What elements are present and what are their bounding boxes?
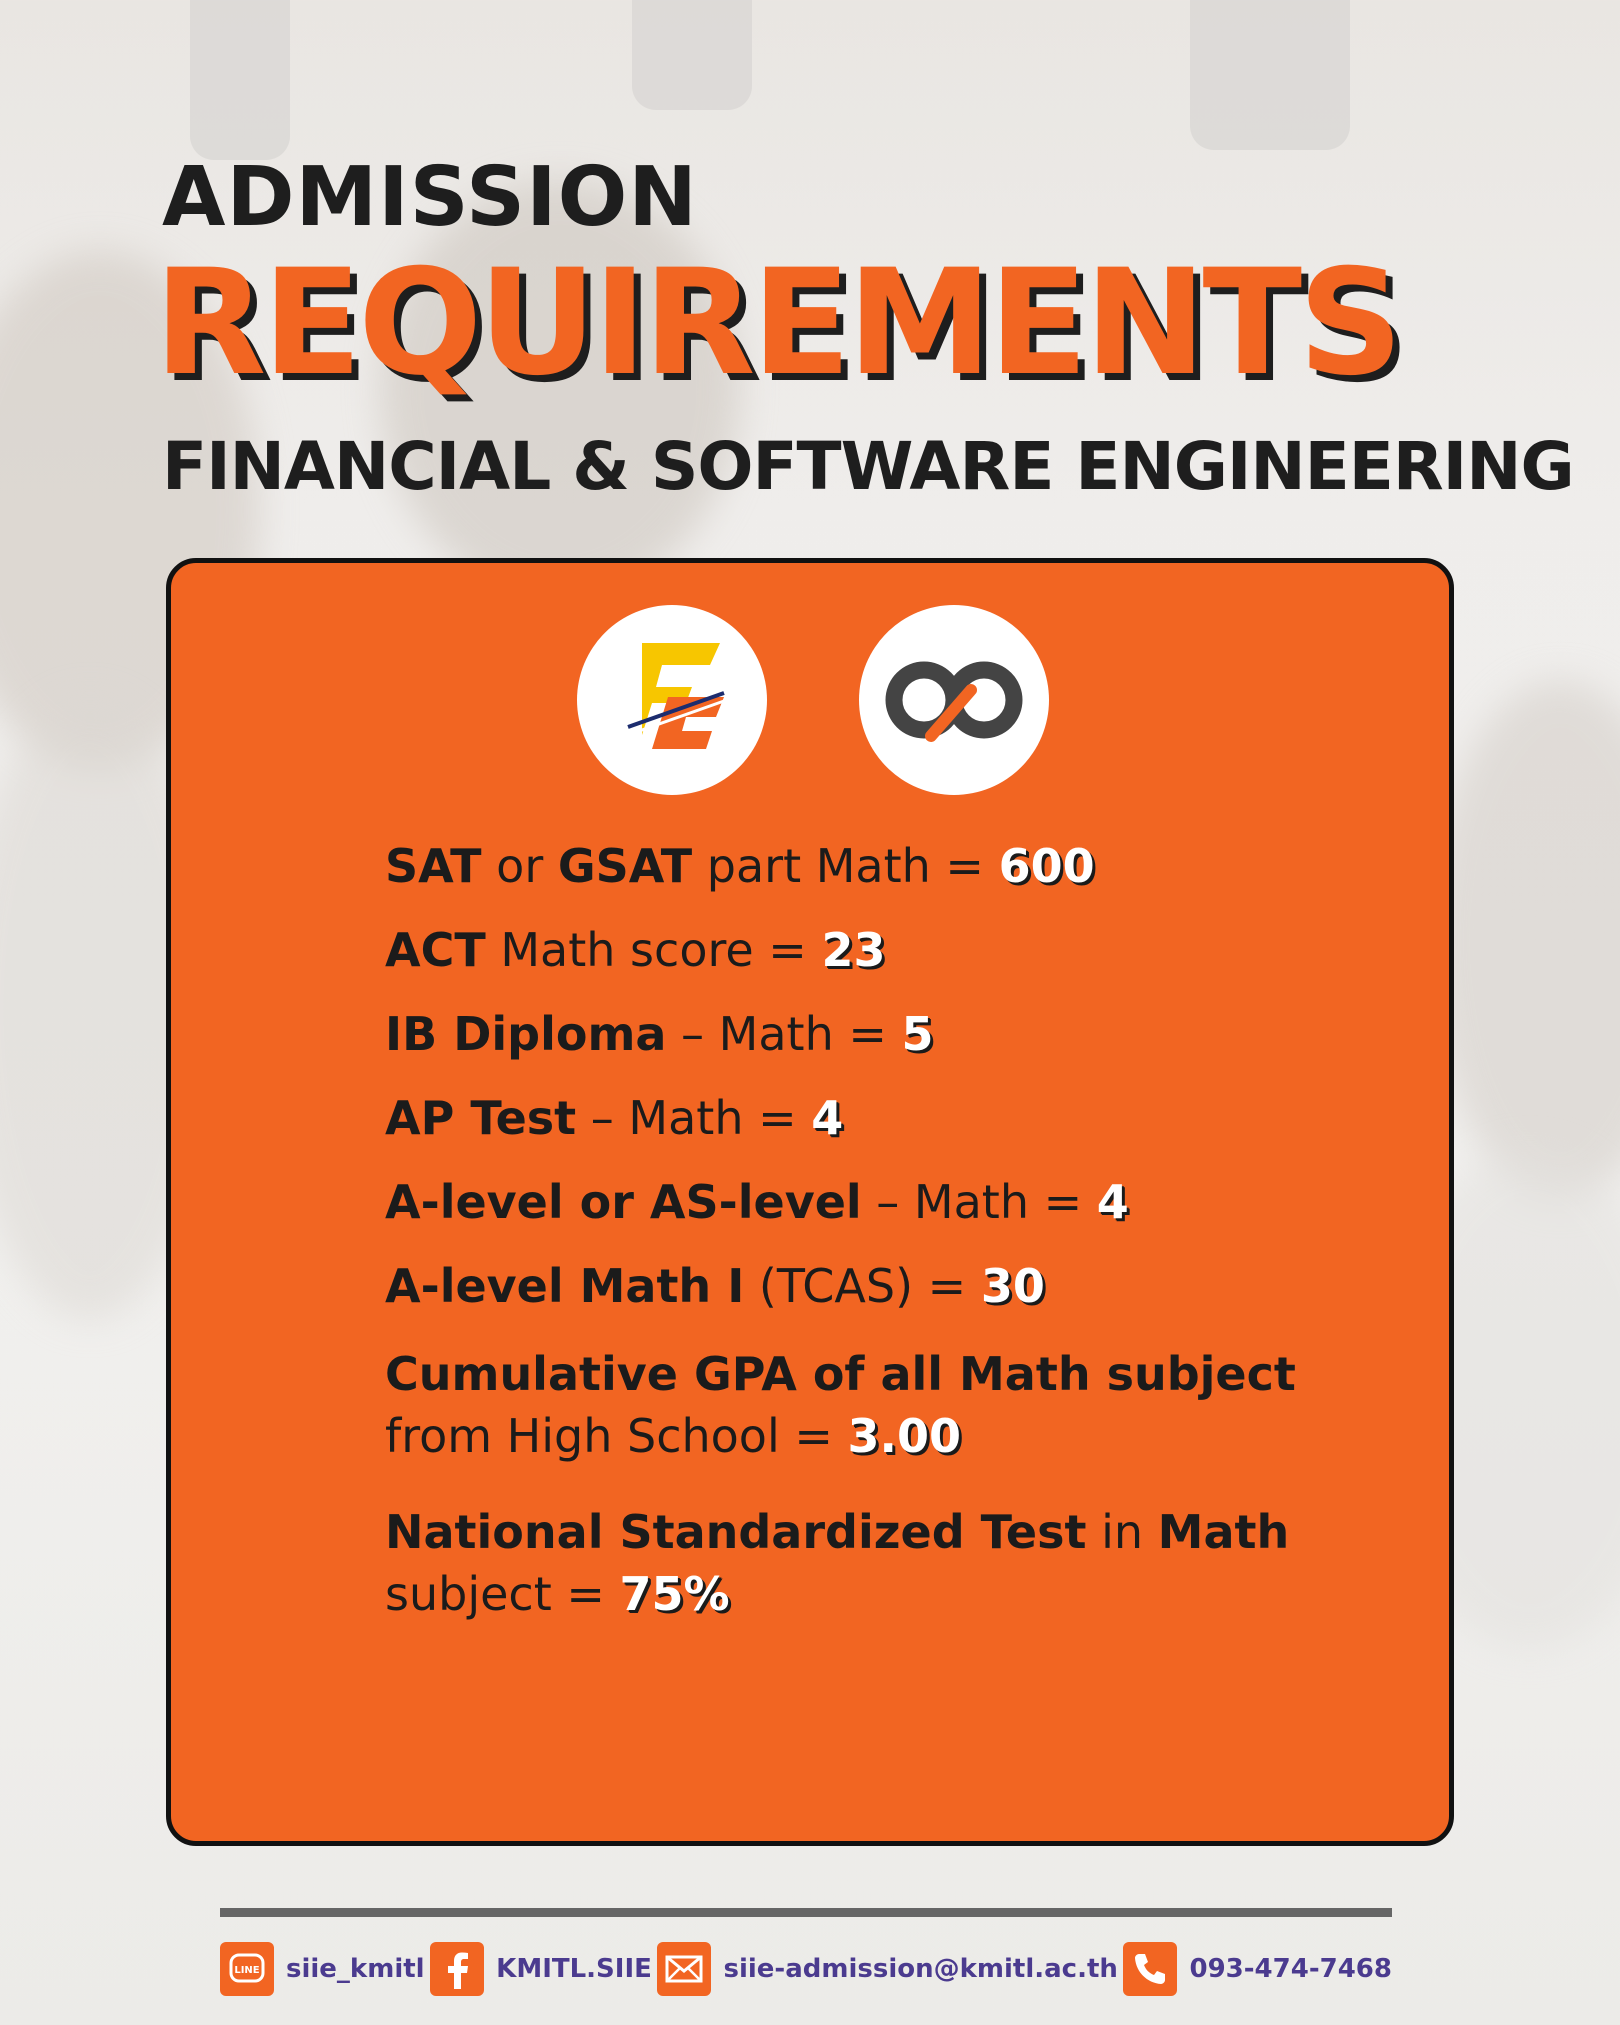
- req-label: IB Diploma: [385, 1007, 667, 1061]
- phone-number[interactable]: 093-474-7468: [1189, 1954, 1392, 1984]
- contact-footer: [220, 1942, 1392, 1996]
- title-admission: ADMISSION: [162, 150, 698, 245]
- footer-divider: [220, 1908, 1392, 1917]
- req-value: 30: [980, 1259, 1045, 1313]
- line-id[interactable]: siie_kmitl: [286, 1954, 425, 1984]
- req-text: or: [481, 839, 558, 893]
- mail-icon: [657, 1942, 711, 1996]
- req-label: AP Test: [385, 1091, 577, 1145]
- req-text: in: [1086, 1505, 1158, 1560]
- req-value: 75%: [619, 1567, 730, 1622]
- requirements-card: [166, 558, 1454, 1846]
- background-lamp: [190, 0, 290, 160]
- req-text: part Math =: [692, 839, 999, 893]
- req-alevel: [385, 1175, 1395, 1229]
- subtitle-program: FINANCIAL & SOFTWARE ENGINEERING: [162, 428, 1574, 505]
- req-value: 600: [998, 839, 1095, 893]
- req-label: A-level or AS-level: [385, 1175, 862, 1229]
- req-value: 4: [1096, 1175, 1129, 1229]
- req-national-test: [385, 1501, 1395, 1625]
- title-requirements: REQUIREMENTS: [154, 238, 1400, 408]
- facebook-icon: [430, 1942, 484, 1996]
- req-text: Math score =: [485, 923, 822, 977]
- req-value: 3.00: [847, 1409, 962, 1464]
- req-value: 4: [811, 1091, 844, 1145]
- contact-phone[interactable]: [1123, 1942, 1392, 1996]
- req-ib: [385, 1007, 1395, 1061]
- req-sat: [385, 839, 1395, 893]
- background-lamp: [632, 0, 752, 110]
- background-blur: [1430, 680, 1620, 1200]
- email-address[interactable]: siie-admission@kmitl.ac.th: [723, 1954, 1118, 1984]
- req-value: 23: [821, 923, 886, 977]
- req-label: A-level Math I: [385, 1259, 745, 1313]
- req-ap: [385, 1091, 1395, 1145]
- fe-logo-icon: [612, 635, 732, 765]
- req-act: [385, 923, 1395, 977]
- phone-icon: [1123, 1942, 1177, 1996]
- background-lamp: [1190, 0, 1350, 150]
- infinity-logo: [859, 605, 1049, 795]
- contact-facebook[interactable]: [430, 1942, 652, 1996]
- contact-line[interactable]: [220, 1942, 425, 1996]
- req-text: – Math =: [666, 1007, 902, 1061]
- req-value: 5: [901, 1007, 934, 1061]
- req-tcas: [385, 1259, 1395, 1313]
- fe-logo: [577, 605, 767, 795]
- req-label: GSAT: [557, 839, 693, 893]
- facebook-handle[interactable]: KMITL.SIIE: [496, 1954, 652, 1984]
- svg-text:LINE: LINE: [234, 1965, 260, 1976]
- req-text: – Math =: [861, 1175, 1097, 1229]
- contact-email[interactable]: [657, 1942, 1117, 1996]
- req-label: Math: [1157, 1505, 1290, 1560]
- requirements-list: [385, 839, 1395, 1663]
- req-label: SAT: [385, 839, 482, 893]
- req-label: ACT: [385, 923, 486, 977]
- req-text: (TCAS) =: [744, 1259, 981, 1313]
- req-label: Cumulative GPA of all Math subject: [385, 1347, 1296, 1401]
- req-gpa: [385, 1343, 1395, 1467]
- req-text: – Math =: [576, 1091, 812, 1145]
- line-icon: [220, 1942, 274, 1996]
- req-text: subject =: [385, 1567, 620, 1622]
- req-label: National Standardized Test: [385, 1505, 1087, 1560]
- infinity-logo-icon: [879, 650, 1029, 750]
- req-text: from High School =: [385, 1409, 848, 1464]
